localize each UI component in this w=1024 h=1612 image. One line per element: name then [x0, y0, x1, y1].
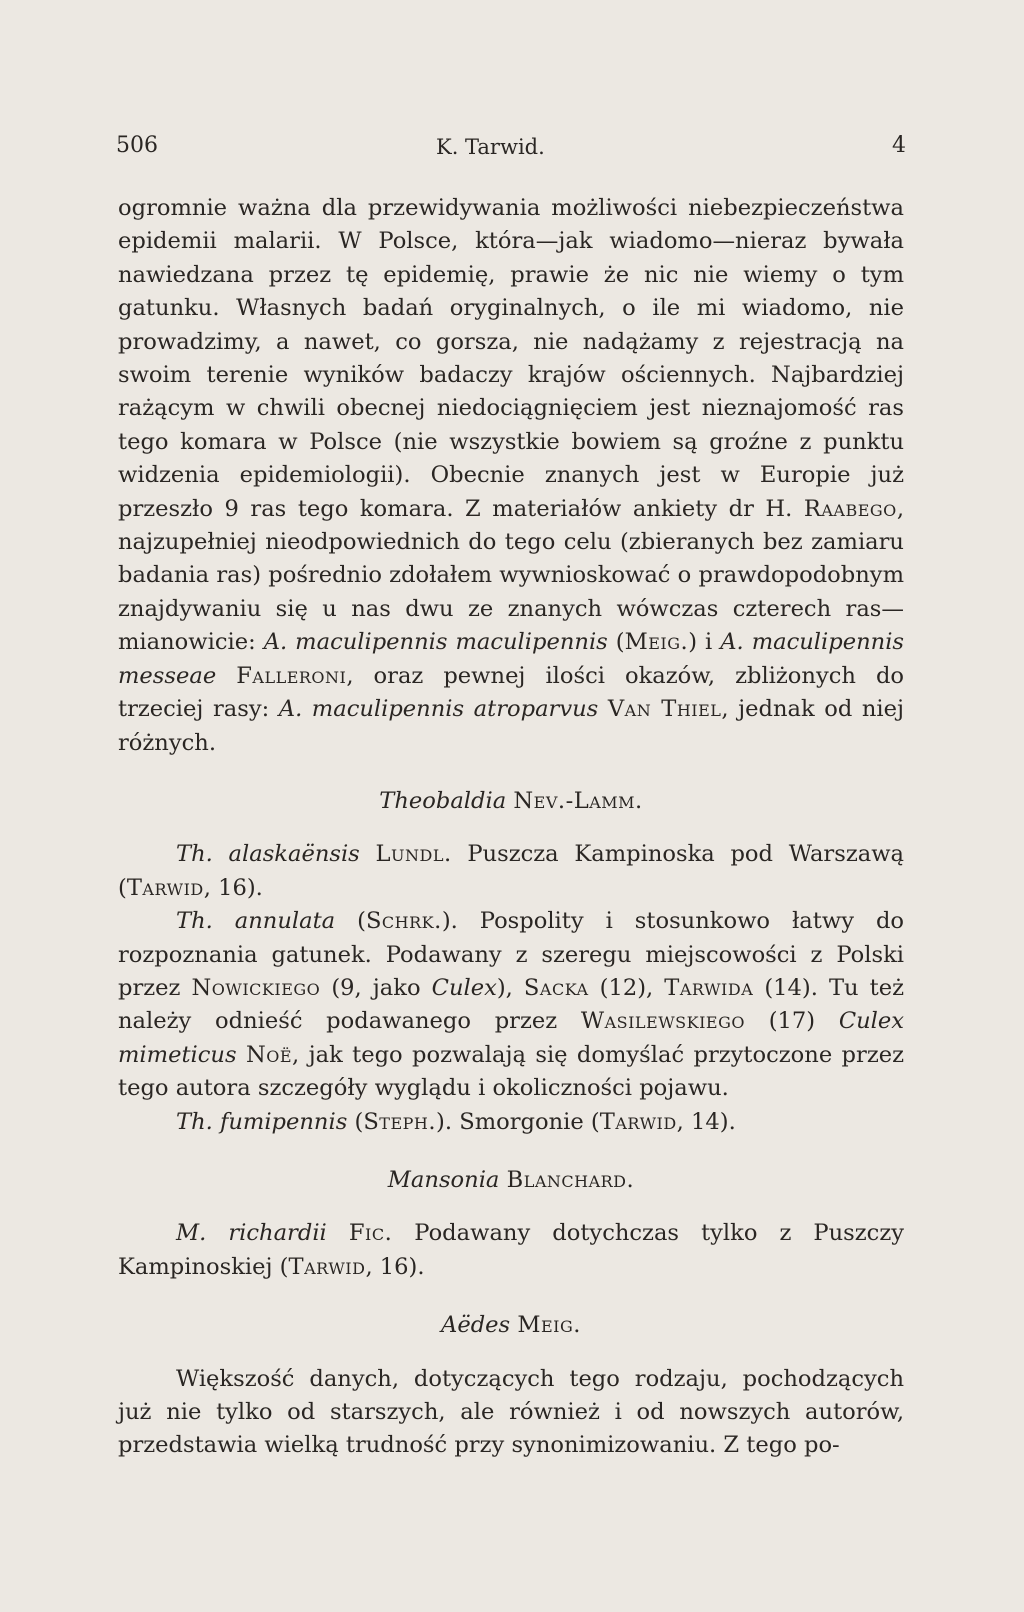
- running-head: K. Tarwid.: [436, 135, 545, 159]
- genus-heading-mansonia: Mansonia Blanchard.: [387, 1166, 635, 1193]
- genus-heading-aedes: Aëdes Meig.: [441, 1312, 581, 1339]
- page-header: [116, 133, 906, 167]
- species-entry-annulata: Th. annulata (Schrk.). Pospolity i stosunkowo łatwy do rozpoznania gatunek. Podawany z szeregu miejscowości z Polski przez Nowickiego (9, jako Culex), Sacka (12), Tarwida (14). Tu też należy odnieść podawanego przez Wasilewskiego (17) Culex mimeticus Noë, jak tego pozwalają się domyślać przytoczone przez tego autora szczegóły wyglądu i okoliczności pojawu.: [118, 908, 905, 1102]
- paragraph-aedes: Większość danych, dotyczących tego rodzaju, pochodzących już nie tylko od starszych, ale również i od nowszych autorów, przedstawia wielką trudność przy synonimizowaniu. Z tego po-: [118, 1365, 904, 1459]
- signature-mark: 4: [892, 133, 906, 158]
- species-entry-fumipennis: Th. fumipennis (Steph.). Smorgonie (Tarwid, 14).: [176, 1108, 736, 1135]
- genus-heading-theobaldia: Theobaldia Nev.-Lamm.: [379, 787, 643, 814]
- page-number: 506: [116, 133, 158, 158]
- species-entry-alaskaensis: Th. alaskaënsis Lundl. Puszcza Kampinoska pod Warszawą (Tarwid, 16).: [118, 841, 905, 901]
- species-entry-richardii: M. richardii Fic. Podawany dotychczas tylko z Puszczy Kampinoskiej (Tarwid, 16).: [118, 1220, 904, 1280]
- paragraph-malaria: ogromnie ważna dla przewidywania możliwości niebezpieczeństwa epidemii malarii. W Polsce, która—jak wiadomo—nieraz bywała nawiedzana przez tę epidemię, prawie że nic nie wiemy o tym gatunku. Własnych badań oryginalnych, o ile mi wiadomo, nie prowadzimy, a nawet, co gorsza, nie nadążamy z rejestracją na swoim terenie wyników badaczy krajów ościennych. Najbardziej rażącym w chwili obecnej niedociągnięciem jest nieznajomość ras tego komara w Polsce (nie wszystkie bowiem są groźne z punktu widzenia epidemiologii). Obecnie znanych jest w Europie już przeszło 9 ras tego komara. Z materiałów ankiety dr H. Raabego, najzupełniej nieodpowiednich do tego celu (zbieranych bez zamiaru badania ras) pośrednio zdołałem wywnioskować o prawdopodobnym znajdywaniu się u nas dwu ze znanych wówczas czterech ras—mianowicie: A. maculipennis maculipennis (Meig.) i A. maculipennis messeae Falleroni, oraz pewnej ilości okazów, zbliżonych do trzeciej rasy: A. maculipennis atroparvus Van Thiel, jednak od niej różnych.: [118, 195, 905, 756]
- text-body: [118, 192, 904, 1463]
